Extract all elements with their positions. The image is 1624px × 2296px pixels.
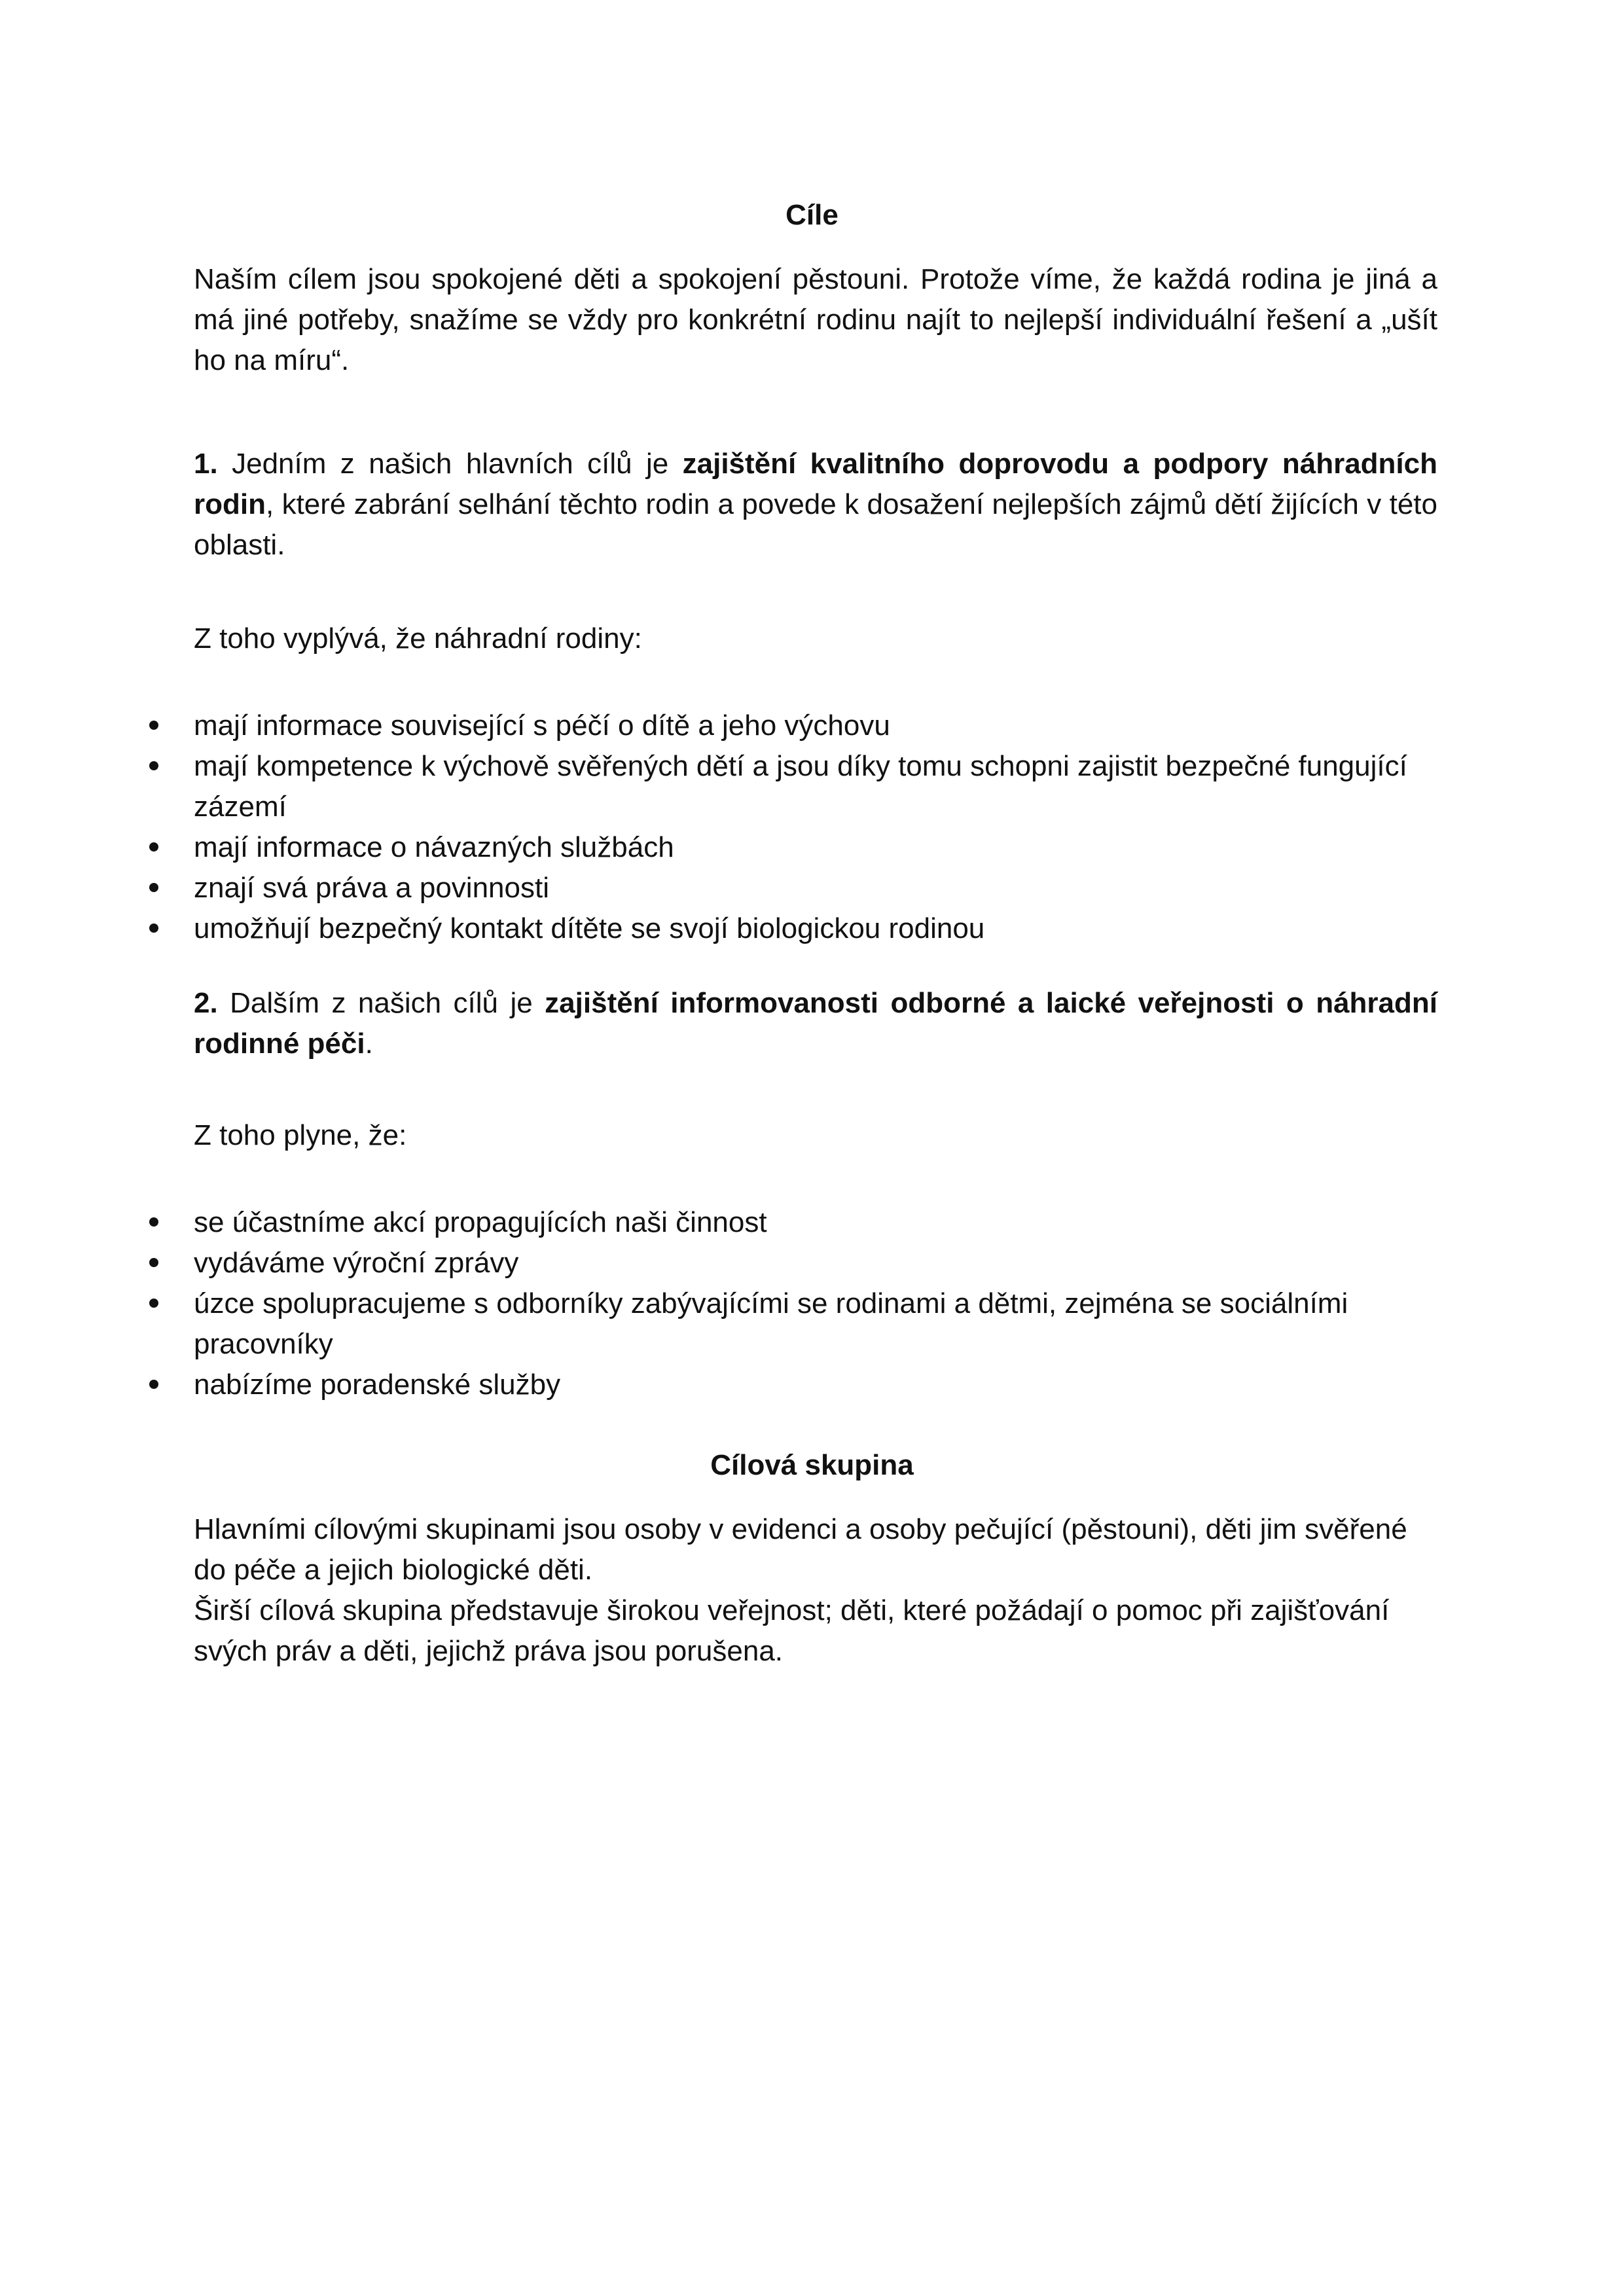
list-item <box>194 1283 1437 1365</box>
list-item <box>194 1202 1437 1243</box>
goal-2-consequence: Z toho plyne, že: <box>194 1119 407 1151</box>
bullet-icon <box>149 1258 158 1267</box>
goal-1-number: 1. <box>194 448 218 480</box>
heading-target-group: Cílová skupina <box>710 1449 914 1481</box>
goal-1-paragraph <box>194 444 1437 565</box>
goal-2-number: 2. <box>194 987 218 1019</box>
list-item <box>194 868 1437 908</box>
bullet-icon <box>149 924 158 933</box>
list-item-text: umožňují bezpečný kontakt dítěte se svojí biologickou rodinou <box>194 912 985 944</box>
list-item-text: mají informace související s péčí o dítě a jeho výchovu <box>194 709 890 742</box>
goal-1-list <box>194 706 1437 949</box>
list-item-text: se účastníme akcí propagujících naši činnost <box>194 1206 767 1238</box>
list-item <box>194 1365 1437 1405</box>
goal-1-bold: zajištění kvalitního doprovodu a podpory náhradních rodin <box>194 448 1437 520</box>
list-item <box>194 746 1437 827</box>
list-item-text: vydáváme výroční zprávy <box>194 1247 519 1279</box>
list-item-text: mají informace o návazných službách <box>194 831 674 863</box>
goal-2-list <box>194 1202 1437 1405</box>
list-item <box>194 827 1437 868</box>
target-group-paragraph-2: Širší cílová skupina představuje širokou veřejnost; děti, které požádají o pomoc při zajišťování svých práv a děti, jejichž práva jsou porušena. <box>194 1594 1390 1667</box>
goal-2-tail: . <box>365 1028 373 1060</box>
goal-2-bold: zajištění informovanosti odborné a laické veřejnosti o náhradní rodinné péči <box>194 987 1437 1060</box>
goal-1-lead: Jedním z našich hlavních cílů je <box>217 448 683 480</box>
bullet-icon <box>149 883 158 892</box>
list-item <box>194 706 1437 746</box>
list-item-text: mají kompetence k výchově svěřených dětí a jsou díky tomu schopni zajistit bezpečné fungující zázemí <box>194 750 1407 823</box>
list-item-text: úzce spolupracujeme s odborníky zabývajícími se rodinami a dětmi, zejména se sociálními pracovníky <box>194 1287 1348 1360</box>
bullet-icon <box>149 721 158 730</box>
goal-2-paragraph <box>194 983 1437 1064</box>
target-group-paragraph-1: Hlavními cílovými skupinami jsou osoby v evidenci a osoby pečující (pěstouni), děti jim svěřené do péče a jejich biologické děti. <box>194 1513 1407 1586</box>
bullet-icon <box>149 1217 158 1227</box>
goal-2-lead: Dalším z našich cílů je <box>217 987 545 1019</box>
bullet-icon <box>149 761 158 770</box>
list-item-text: nabízíme poradenské služby <box>194 1369 561 1401</box>
goal-1-consequence: Z toho vyplývá, že náhradní rodiny: <box>194 622 642 655</box>
target-group-text <box>194 1509 1437 1672</box>
intro-paragraph: Naším cílem jsou spokojené děti a spokojení pěstouni. Protože víme, že každá rodina je jiná a má jiné potřeby, snažíme se vždy pro konkrétní rodinu najít to nejlepší individuální řešení a „ušít ho na míru“. <box>194 263 1437 376</box>
bullet-icon <box>149 842 158 852</box>
goal-1-tail: , které zabrání selhání těchto rodin a povede k dosažení nejlepších zájmů dětí žijících v této oblasti. <box>194 488 1437 561</box>
list-item-text: znají svá práva a povinnosti <box>194 872 549 904</box>
heading-goals: Cíle <box>785 199 839 231</box>
list-item <box>194 908 1437 949</box>
list-item <box>194 1243 1437 1283</box>
bullet-icon <box>149 1299 158 1308</box>
bullet-icon <box>149 1380 158 1389</box>
